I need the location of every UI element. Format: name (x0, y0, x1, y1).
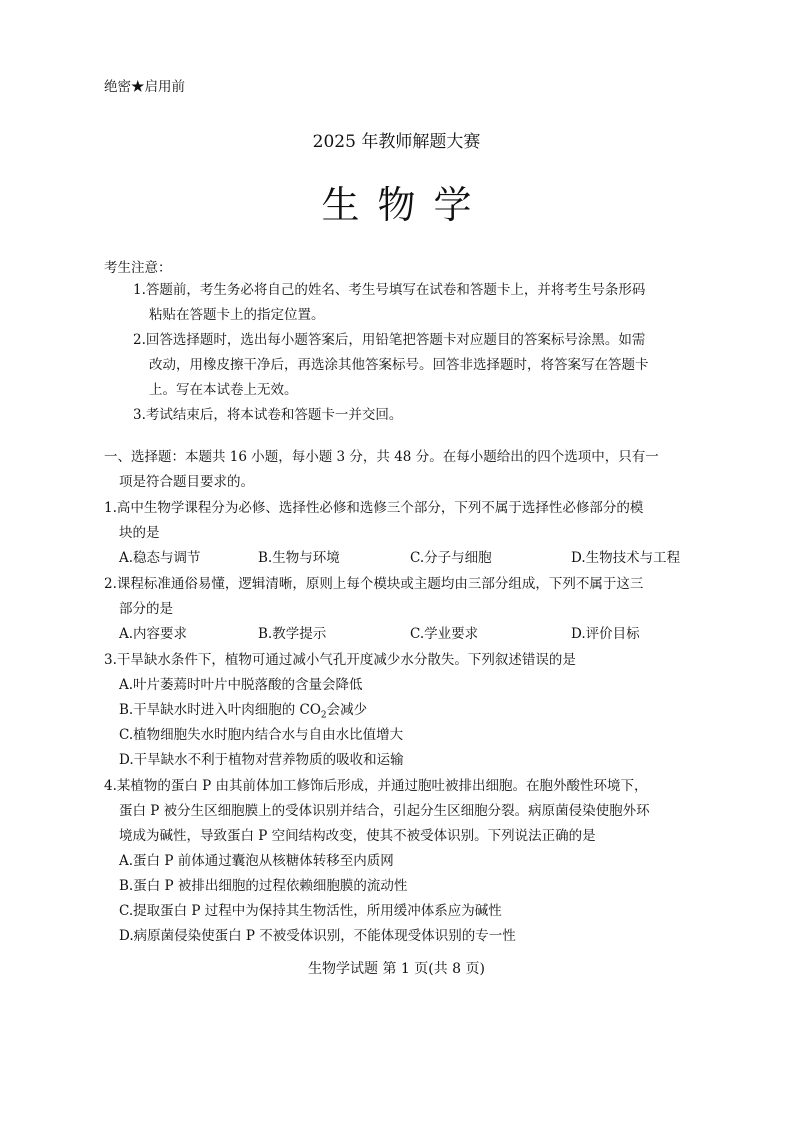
notice-item-2-line-1: 2.回答选择题时，选出每小题答案后，用铅笔把答题卡对应题目的答案标号涂黑。如需 (133, 332, 646, 348)
question-4-option-a: A.蛋白 P 前体通过囊泡从核糖体转移至内质网 (119, 853, 394, 869)
question-3-option-d: D.干旱缺水不利于植物对营养物质的吸收和运输 (119, 752, 404, 768)
question-2-option-d: D.评价目标 (571, 626, 640, 642)
question-3-option-b-text: B.干旱缺水时进入叶肉细胞的 CO (119, 702, 321, 718)
notice-item-3-line-1: 3.考试结束后，将本试卷和答题卡一并交回。 (133, 407, 403, 423)
question-2-stem-line-2: 部分的是 (119, 601, 173, 617)
notice-heading: 考生注意： (104, 260, 172, 276)
question-3-option-b (119, 700, 367, 726)
question-4-stem-line-1: 4.某植物的蛋白 P 由其前体加工修饰后形成，并通过胞吐被排出细胞。在胞外酸性环境下， (104, 778, 648, 794)
question-4-option-b: B.蛋白 P 被排出细胞的过程依赖细胞膜的流动性 (119, 878, 408, 894)
question-1-option-b: B.生物与环境 (258, 550, 340, 566)
question-2-option-c: C.学业要求 (410, 626, 479, 642)
question-1-option-c: C.分子与细胞 (410, 550, 492, 566)
notice-item-1-line-1: 1.答题前，考生务必将自己的姓名、考生号填写在试卷和答题卡上，并将考生号条形码 (133, 282, 646, 298)
notice-item-1-line-2: 粘贴在答题卡上的指定位置。 (149, 307, 325, 323)
exam-title: 2025 年教师解题大赛 (312, 132, 481, 152)
notice-item-2-line-3: 上。写在本试卷上无效。 (149, 382, 298, 398)
question-1-stem-line-1: 1.高中生物学课程分为必修、选择性必修和选修三个部分，下列不属于选择性必修部分的模 (104, 500, 644, 516)
question-2-option-b: B.教学提示 (258, 626, 327, 642)
question-3-stem: 3.干旱缺水条件下，植物可通过减小气孔开度减少水分散失。下列叙述错误的是 (104, 652, 576, 668)
question-1-option-d: D.生物技术与工程 (571, 550, 681, 566)
question-1-option-a: A.稳态与调节 (119, 550, 201, 566)
question-1-stem-line-2: 块的是 (119, 525, 160, 541)
question-2-stem-line-1: 2.课程标准通俗易懂，逻辑清晰，原则上每个模块或主题均由三部分组成，下列不属于这三 (104, 576, 644, 592)
question-4-stem-line-2: 蛋白 P 被分生区细胞膜上的受体识别并结合，引起分生区细胞分裂。病原菌侵染使胞外环 (119, 803, 650, 819)
question-3-option-a: A.叶片萎蔫时叶片中脱落酸的含量会降低 (119, 677, 363, 693)
section-1-line-2: 项是符合题目要求的。 (119, 474, 254, 490)
secret-mark: 绝密★启用前 (104, 79, 185, 95)
question-2-options (119, 624, 719, 644)
subject-title: 生物学 (321, 183, 490, 227)
question-2-option-a: A.内容要求 (119, 626, 188, 642)
question-4-option-c: C.提取蛋白 P 过程中为保持其生物活性，所用缓冲体系应为碱性 (119, 903, 502, 919)
question-1-options (119, 548, 719, 568)
notice-item-2-line-2: 改动，用橡皮擦干净后，再选涂其他答案标号。回答非选择题时，将答案写在答题卡 (149, 357, 649, 373)
question-3-option-c: C.植物细胞失水时胞内结合水与自由水比值增大 (119, 727, 404, 743)
section-1-line-1: 一、选择题：本题共 16 小题，每小题 3 分，共 48 分。在每小题给出的四个选项中，只有一 (104, 449, 659, 465)
question-3-option-b-tail: 会减少 (326, 702, 368, 718)
question-4-stem-line-3: 境成为碱性，导致蛋白 P 空间结构改变，使其不被受体识别。下列说法正确的是 (119, 828, 596, 844)
question-4-option-d: D.病原菌侵染使蛋白 P 不被受体识别，不能体现受体识别的专一性 (119, 928, 516, 944)
co2-subscript: 2 (320, 710, 327, 721)
page-footer: 生物学试题 第 1 页(共 8 页) (308, 961, 485, 977)
